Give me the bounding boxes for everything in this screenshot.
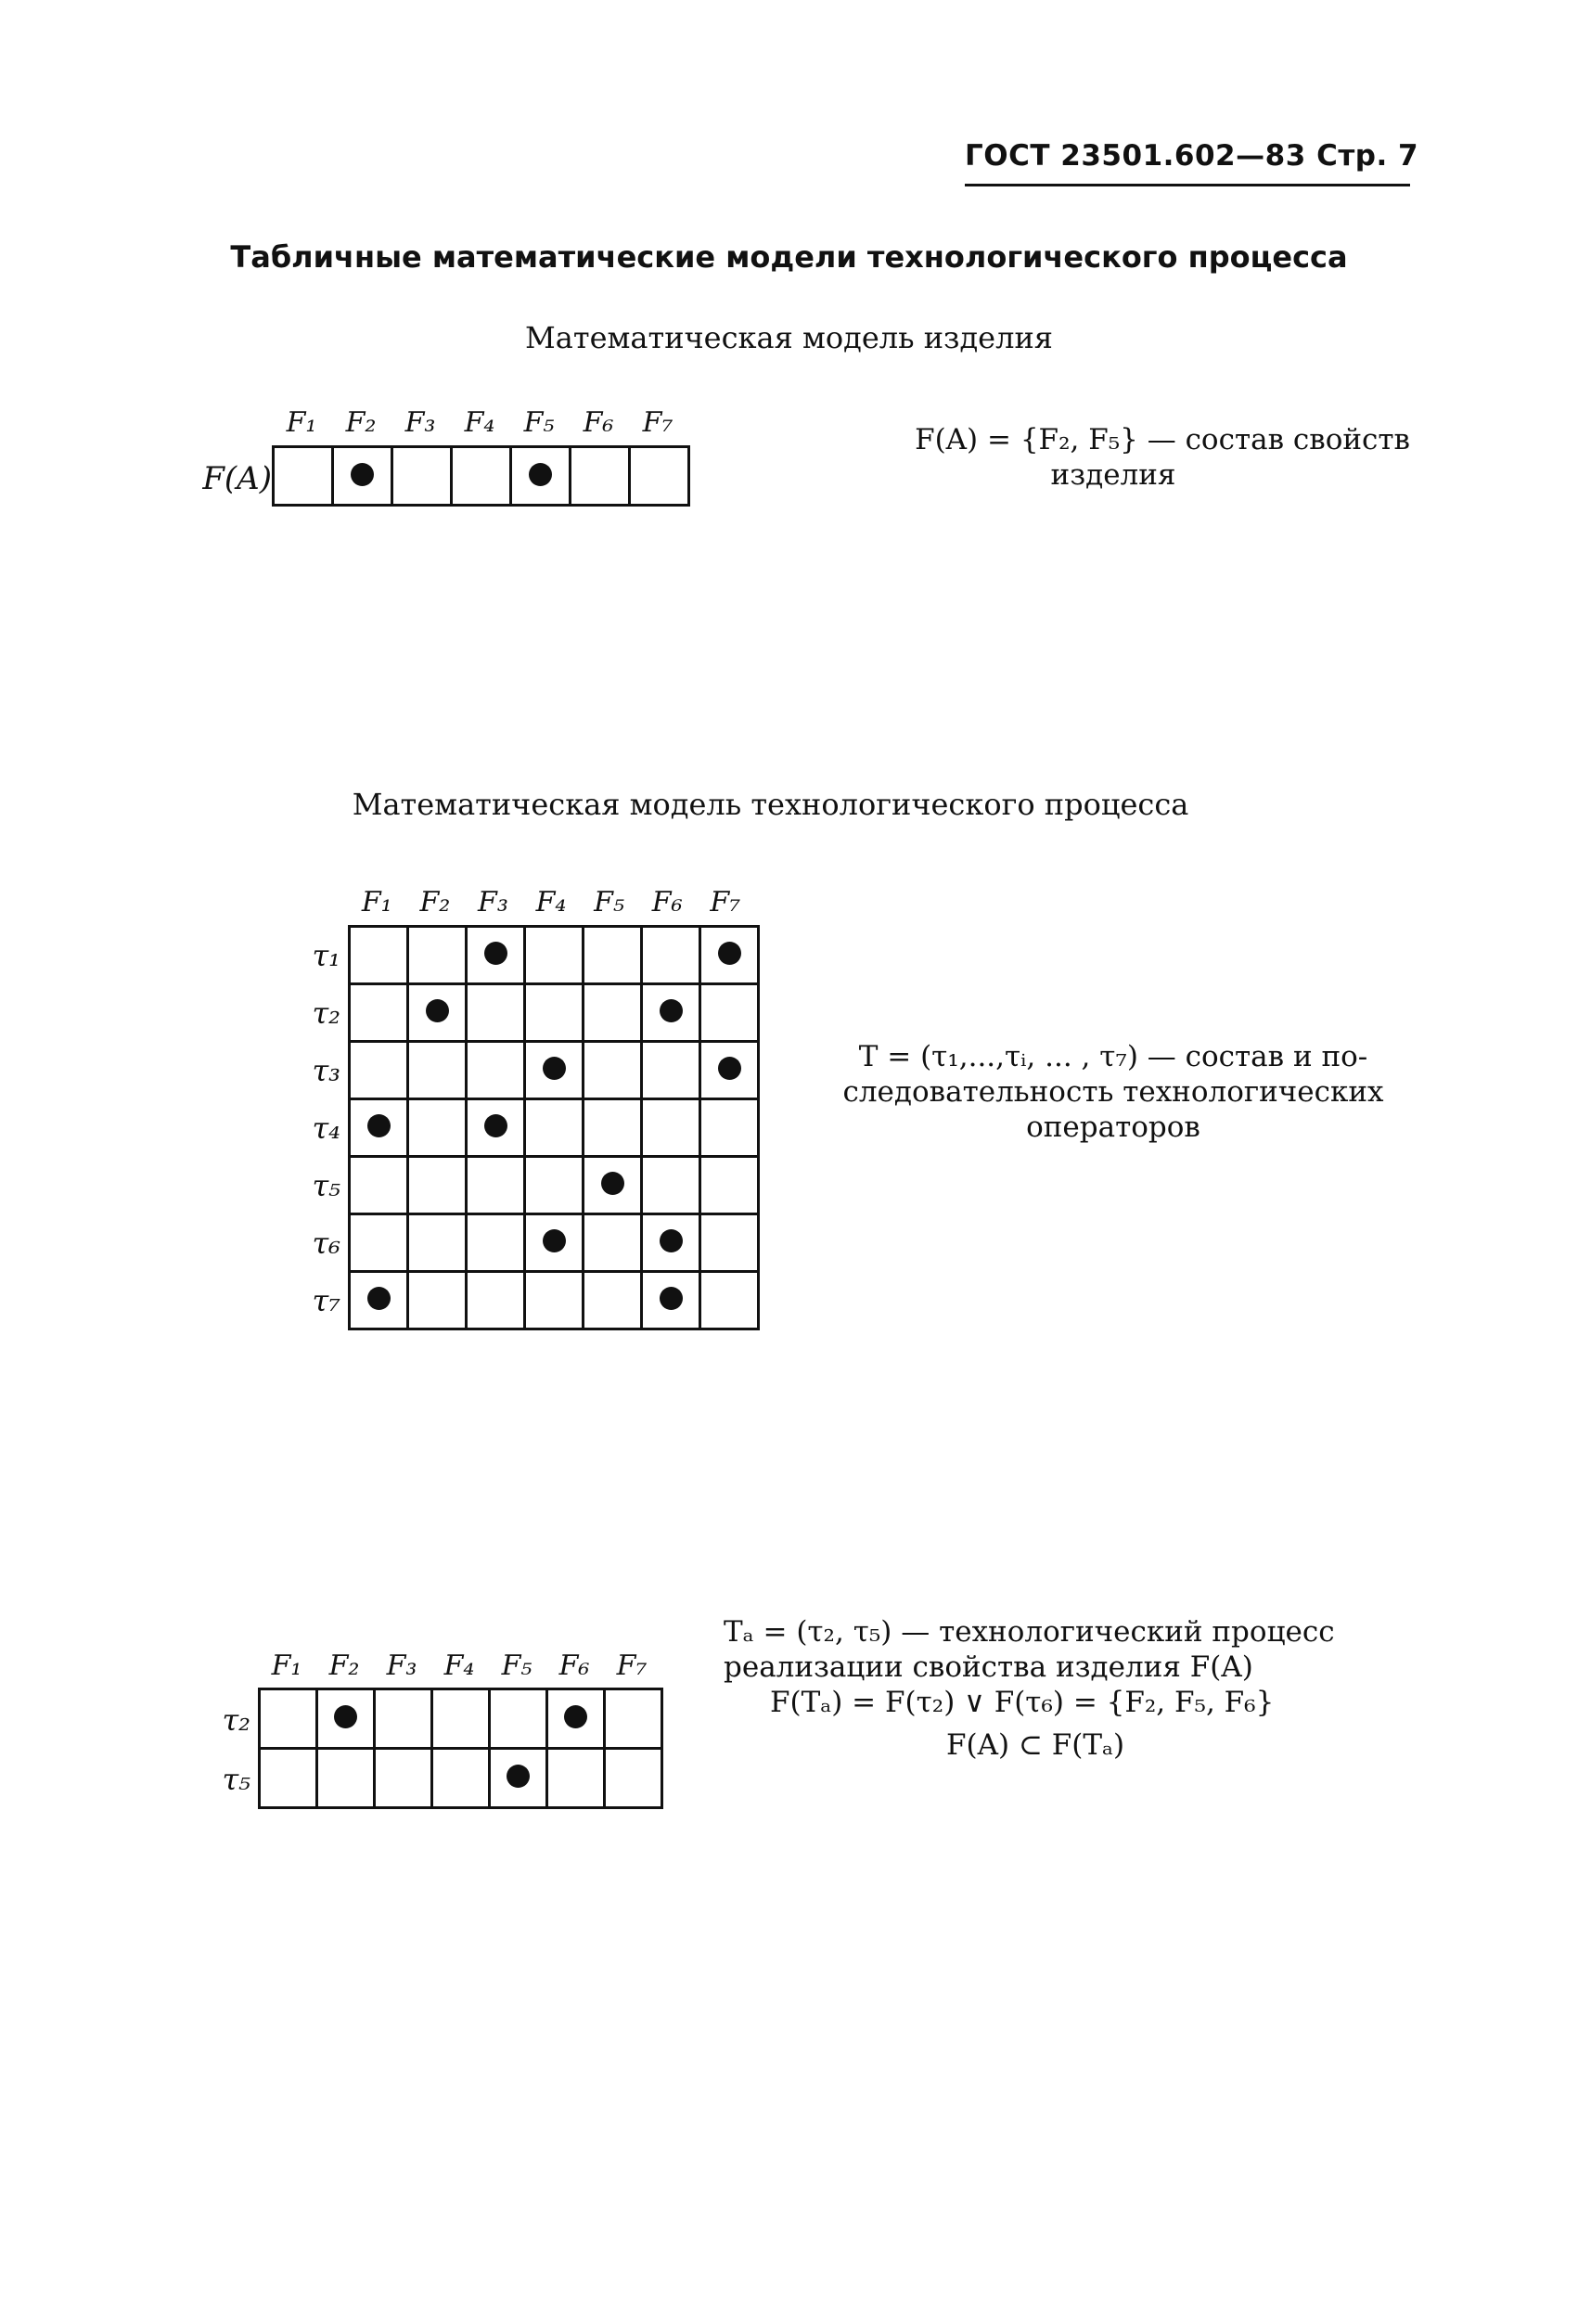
grid-cell: [605, 1689, 662, 1749]
grid-cell: [700, 1272, 759, 1329]
section1-column-header: F₂: [345, 406, 377, 439]
section2-column-header: F₃: [478, 886, 508, 918]
grid-cell: [375, 1749, 432, 1808]
filled-dot: [529, 463, 552, 486]
row-label: τ₃: [312, 1053, 340, 1088]
grid-cell: [700, 1214, 759, 1272]
grid-cell: [350, 1157, 408, 1214]
grid-cell: [467, 1157, 525, 1214]
filled-dot: [484, 942, 507, 965]
filled-dot: [718, 942, 741, 965]
grid-cell: [511, 447, 571, 506]
section3-formula-line4: F(A) ⊂ F(Tₐ): [946, 1728, 1125, 1762]
grid-cell: [467, 1272, 525, 1329]
grid-cell: [452, 447, 511, 506]
grid-cell: [525, 1214, 584, 1272]
filled-dot: [367, 1287, 391, 1310]
section2-column-header: F₂: [419, 886, 451, 918]
section2-column-header: F₇: [710, 886, 741, 918]
section3-row-labels: [199, 1687, 258, 1805]
grid-cell: [392, 447, 452, 506]
section2-column-header: F₅: [594, 886, 625, 918]
section1-column-header: F₁: [286, 406, 317, 439]
grid-cell: [274, 447, 333, 506]
grid-cell: [584, 1099, 642, 1157]
table-row: [350, 1099, 759, 1157]
filled-dot: [660, 999, 683, 1022]
grid-cell: [547, 1749, 605, 1808]
row-label: τ₇: [312, 1283, 340, 1318]
filled-dot: [601, 1172, 624, 1195]
section1-formula: [816, 422, 1410, 493]
grid-cell: [571, 447, 630, 506]
table-row: [260, 1689, 662, 1749]
grid-cell: [317, 1689, 375, 1749]
section3-column-header: F₃: [386, 1650, 417, 1682]
grid-cell: [260, 1749, 317, 1808]
row-label: τ₆: [312, 1226, 340, 1261]
grid-cell: [700, 1042, 759, 1099]
section2-grid: [348, 925, 760, 1330]
filled-dot: [543, 1057, 566, 1080]
table-row: [350, 927, 759, 984]
grid-cell: [642, 984, 700, 1042]
grid-cell: [317, 1749, 375, 1808]
grid-cell: [467, 1042, 525, 1099]
table-row: [350, 1042, 759, 1099]
section1-column-header: F₅: [523, 406, 555, 439]
grid-cell: [467, 1099, 525, 1157]
table-row: [350, 1272, 759, 1329]
grid-cell: [584, 984, 642, 1042]
grid-cell: [584, 1157, 642, 1214]
grid-cell: [642, 1272, 700, 1329]
grid-cell: [584, 927, 642, 984]
section2-title: Математическая модель технологического процесса: [352, 787, 1189, 822]
row-label: τ₂: [222, 1702, 250, 1738]
grid-cell: [408, 1214, 467, 1272]
filled-dot: [543, 1229, 566, 1252]
section3-column-header: F₁: [271, 1650, 302, 1682]
grid-cell: [408, 1099, 467, 1157]
section2-column-header: F₆: [651, 886, 683, 918]
section3-column-header: F₆: [558, 1650, 590, 1682]
section3-column-header: F₅: [501, 1650, 532, 1682]
section1-grid: [272, 445, 690, 507]
grid-cell: [432, 1689, 490, 1749]
filled-dot: [484, 1114, 507, 1137]
row-label: τ₄: [312, 1111, 340, 1146]
grid-cell: [525, 1272, 584, 1329]
grid-cell: [432, 1749, 490, 1808]
grid-cell: [525, 984, 584, 1042]
grid-cell: [700, 1099, 759, 1157]
section2-formula-line1: T = (τ₁,...,τᵢ, ... , τ₇) — состав и по-: [858, 1040, 1368, 1073]
section2-formula: [816, 1039, 1410, 1145]
page-header: ГОСТ 23501.602—83 Стр. 7: [965, 139, 1419, 173]
grid-cell: [584, 1042, 642, 1099]
section3-formula-line3: F(Tₐ) = F(τ₂) ∨ F(τ₆) = {F₂, F₅, F₆}: [770, 1686, 1275, 1719]
section2-formula-line2: следовательность технологических: [842, 1075, 1384, 1109]
grid-cell: [700, 1157, 759, 1214]
section1-formula-line2: изделия: [1050, 458, 1176, 492]
section3-column-headers: [258, 1650, 666, 1687]
section3-formula: [724, 1614, 1410, 1763]
table-row: [350, 1214, 759, 1272]
table-row: [260, 1749, 662, 1808]
table-row: [274, 447, 689, 506]
grid-cell: [700, 984, 759, 1042]
row-label: τ₁: [312, 938, 340, 973]
grid-cell: [642, 1099, 700, 1157]
grid-cell: [260, 1689, 317, 1749]
row-label: τ₅: [312, 1168, 340, 1203]
section3-column-header: F₇: [616, 1650, 648, 1682]
grid-cell: [408, 1272, 467, 1329]
grid-cell: [408, 984, 467, 1042]
row-label: τ₅: [222, 1762, 250, 1797]
section1-column-header: F₇: [642, 406, 674, 439]
row-label: τ₂: [312, 995, 340, 1031]
filled-dot: [564, 1705, 587, 1728]
section3-column-header: F₂: [328, 1650, 360, 1682]
grid-cell: [467, 1214, 525, 1272]
filled-dot: [507, 1765, 530, 1788]
section1-row-label: F(A): [202, 460, 272, 497]
section2-column-header: F₄: [535, 886, 567, 918]
filled-dot: [660, 1287, 683, 1310]
grid-cell: [490, 1689, 547, 1749]
grid-cell: [584, 1214, 642, 1272]
grid-cell: [642, 1157, 700, 1214]
grid-cell: [642, 1042, 700, 1099]
section1-column-header: F₆: [583, 406, 614, 439]
section3-formula-line2: реализации свойства изделия F(A): [724, 1650, 1253, 1684]
table-row: [350, 1157, 759, 1214]
section1-column-header: F₄: [464, 406, 495, 439]
grid-cell: [642, 1214, 700, 1272]
table-row: [350, 984, 759, 1042]
grid-cell: [525, 927, 584, 984]
section1-formula-line1: F(A) = {F₂, F₅} — состав свойств: [915, 423, 1410, 456]
grid-cell: [375, 1689, 432, 1749]
filled-dot: [351, 463, 374, 486]
section1-column-headers: [272, 406, 687, 443]
grid-cell: [350, 927, 408, 984]
grid-cell: [350, 1099, 408, 1157]
grid-cell: [547, 1689, 605, 1749]
grid-cell: [525, 1099, 584, 1157]
section1-column-header: F₃: [404, 406, 436, 439]
grid-cell: [700, 927, 759, 984]
grid-cell: [350, 1272, 408, 1329]
grid-cell: [605, 1749, 662, 1808]
section3-column-header: F₄: [443, 1650, 475, 1682]
filled-dot: [334, 1705, 357, 1728]
grid-cell: [350, 1214, 408, 1272]
grid-cell: [408, 927, 467, 984]
grid-cell: [467, 984, 525, 1042]
section2-row-labels: [283, 923, 348, 1326]
section2-column-headers: [348, 886, 754, 923]
grid-cell: [525, 1042, 584, 1099]
grid-cell: [642, 927, 700, 984]
filled-dot: [426, 999, 449, 1022]
filled-dot: [660, 1229, 683, 1252]
grid-cell: [350, 1042, 408, 1099]
grid-cell: [630, 447, 689, 506]
grid-cell: [350, 984, 408, 1042]
grid-cell: [408, 1157, 467, 1214]
section3-formula-line1: Tₐ = (τ₂, τ₅) — технологический процесс: [724, 1615, 1335, 1649]
main-title: Табличные математические модели технологического процесса: [230, 239, 1348, 275]
filled-dot: [718, 1057, 741, 1080]
grid-cell: [525, 1157, 584, 1214]
section1-title: Математическая модель изделия: [525, 320, 1053, 355]
grid-cell: [584, 1272, 642, 1329]
section3-grid: [258, 1688, 663, 1809]
filled-dot: [367, 1114, 391, 1137]
grid-cell: [408, 1042, 467, 1099]
grid-cell: [467, 927, 525, 984]
header-rule: [965, 184, 1410, 186]
section2-formula-line3: операторов: [1026, 1111, 1200, 1144]
grid-cell: [490, 1749, 547, 1808]
grid-cell: [333, 447, 392, 506]
section2-column-header: F₁: [361, 886, 392, 918]
